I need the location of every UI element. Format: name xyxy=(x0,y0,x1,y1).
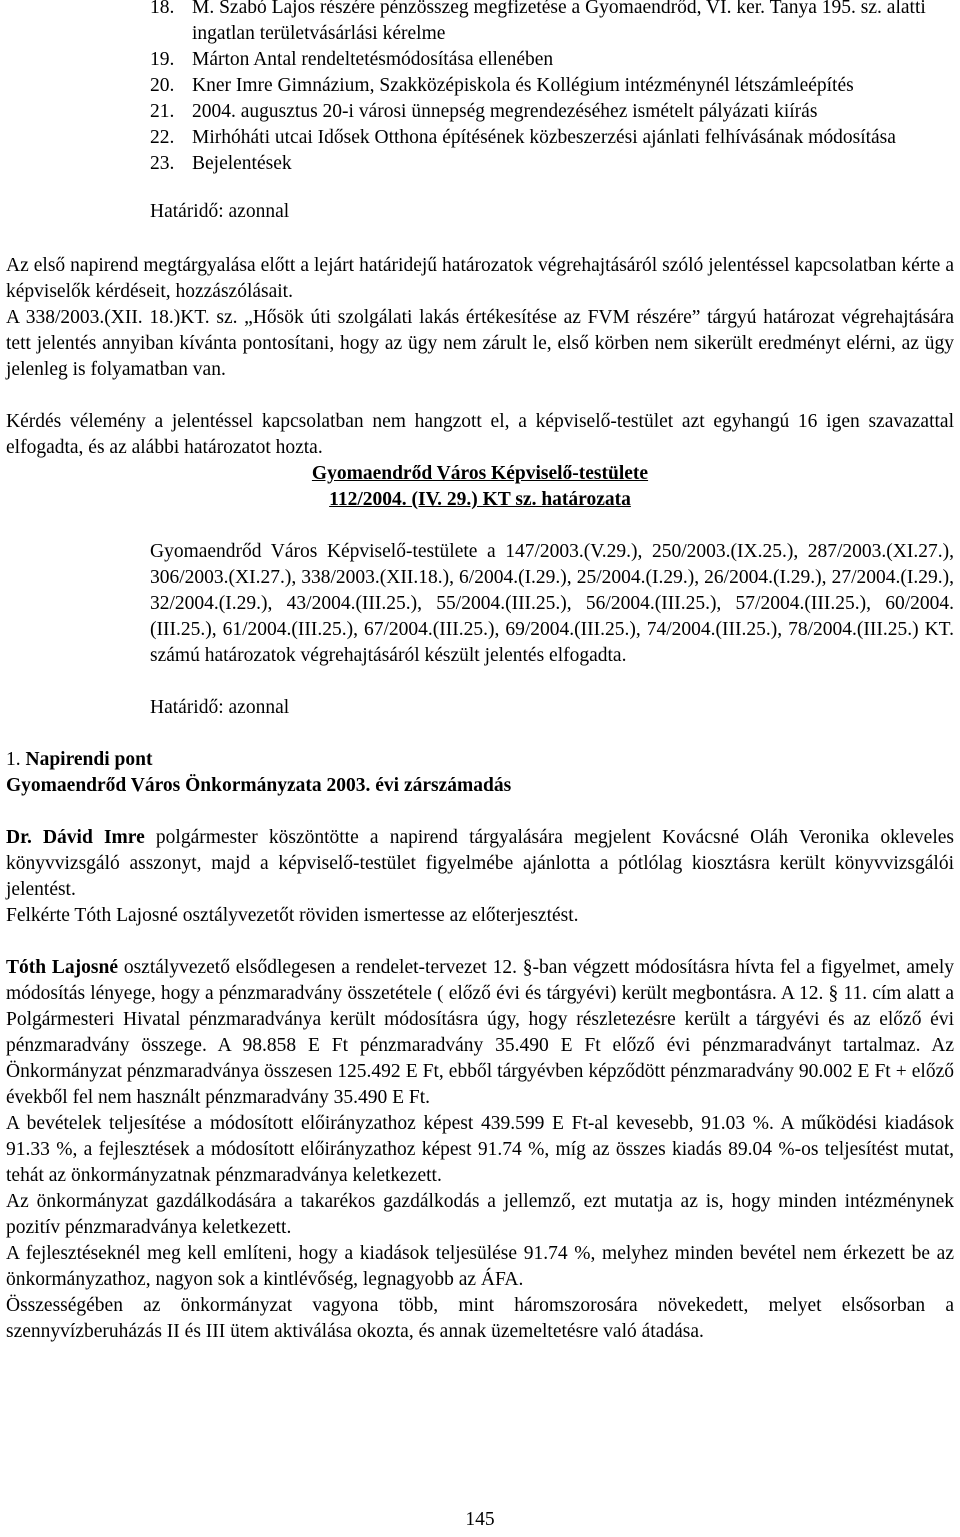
paragraph-vote: Kérdés vélemény a jelentéssel kapcsolatban nem hangzott el, a képviselő-testület azt egyhangú 16 igen szavazattal elfogadta, és az alábbi határozatot hozta. xyxy=(6,411,954,458)
speaker-name: Tóth Lajosné xyxy=(6,957,119,978)
agenda-item-number: 18. xyxy=(150,0,175,18)
speaker-text: polgármester köszöntötte a napirend tárgyalására megjelent Kovácsné Oláh Veronika okleveles könyvvizsgáló asszonyt, majd a képviselő-testület figyelmébe ajánlotta a pótlólag kiosztásra került könyvvizsgálói jelentést. xyxy=(6,827,954,900)
agenda-item xyxy=(6,99,954,125)
agenda-point-label: Napirendi pont xyxy=(25,749,153,770)
resolution-title: Gyomaendrőd Város Képviselő-testülete xyxy=(311,463,649,484)
deadline-text: Határidő: azonnal xyxy=(150,201,290,222)
agenda-item-number: 19. xyxy=(150,49,175,70)
agenda-item-number: 23. xyxy=(150,153,175,174)
resolution-number: 112/2004. (IV. 29.) KT sz. határozata xyxy=(329,489,631,510)
agenda-list xyxy=(6,0,954,177)
agenda-item-number: 20. xyxy=(150,75,175,96)
paragraph-revenue: A bevételek teljesítése a módosított előirányzathoz képest 439.599 E Ft-al kevesebb, 91.03 %. A működési kiadások 91.33 %, a fejlesztések a módosított előirányzathoz képest 91.74 %, míg az összes kiadás 89.04 %-os teljesítést mutat, tehát az önkormányzatnak pénzmaradványa keletkezett. xyxy=(6,1113,954,1186)
agenda-point-heading xyxy=(6,747,954,773)
agenda-item-text: 2004. augusztus 20-i városi ünnepség megrendezéséhez ismételt pályázati kiírás xyxy=(192,101,818,122)
agenda-item xyxy=(6,151,954,177)
agenda-item-text: Márton Antal rendeltetésmódosítása ellenében xyxy=(192,49,554,70)
paragraph-development: A fejlesztéseknél meg kell említeni, hogy a kiadások teljesülése 91.74 %, melyhez minden bevétel nem érkezett be az önkormányzathoz, nagyon sok a kintlévőség, legnagyobb az ÁFA. xyxy=(6,1243,954,1290)
agenda-item-number: 21. xyxy=(150,101,175,122)
agenda-item xyxy=(6,0,954,47)
agenda-point-title: Gyomaendrőd Város Önkormányzata 2003. évi zárszámadás xyxy=(6,775,512,796)
agenda-point-number: 1. xyxy=(6,749,21,770)
agenda-item xyxy=(6,47,954,73)
paragraph-request: Felkérte Tóth Lajosné osztályvezetőt röviden ismertesse az előterjesztést. xyxy=(6,905,579,926)
agenda-item-text: Bejelentések xyxy=(192,153,292,174)
agenda-item xyxy=(6,73,954,99)
paragraph-toth xyxy=(6,955,954,1111)
paragraph-management: Az önkormányzat gazdálkodására a takarékos gazdálkodás a jellemző, ezt mutatja az is, hogy minden intézménynek pozitív pénzmaradványa keletkezett. xyxy=(6,1191,954,1238)
resolution-deadline: Határidő: azonnal xyxy=(150,697,290,718)
paragraph-first-agenda: Az első napirend megtárgyalása előtt a lejárt határidejű határozatok végrehajtásáról szóló jelentéssel kapcsolatban kérte a képviselők kérdéseit, hozzászólásait. xyxy=(6,255,954,302)
paragraph-assets: Összességében az önkormányzat vagyona több, mint háromszorosára növekedett, melyet elsősorban a szennyvízberuházás II és III ütem aktiválása okozta, és annak üzemeltetésre való átadása. xyxy=(6,1295,954,1342)
document-page xyxy=(6,0,954,1345)
resolution-text: Gyomaendrőd Város Képviselő-testülete a 147/2003.(V.29.), 250/2003.(IX.25.), 287/2003.(XI.27.), 306/2003.(XI.27.), 338/2003.(XII.18.), 6/2004.(I.29.), 25/2004.(I.29.), 26/2004.(I.29.), 27/2004.(I.29.), 32/2004.(I.29.), 43/2004.(III.25.), 55/2004.(III.25.), 56/2004.(III.25.), 57/2004.(III.25.), 60/2004.(III.25.), 61/2004.(III.25.), 67/2004.(III.25.), 69/2004.(III.25.), 74/2004.(III.25.), 78/2004.(III.25.) KT. számú határozatok végrehajtásáról készült jelentés elfogadta. xyxy=(150,541,954,666)
agenda-item-text: M. Szabó Lajos részére pénzösszeg megfizetése a Gyomaendrőd, VI. ker. Tanya 195. sz. alatti ingatlan területvásárlási kérelme xyxy=(192,0,926,44)
agenda-item-text: Kner Imre Gimnázium, Szakközépiskola és Kollégium intézménynél létszámleépítés xyxy=(192,75,854,96)
paragraph-report-338: A 338/2003.(XII. 18.)KT. sz. „Hősök úti szolgálati lakás értékesítése az FVM részére” tárgyú határozat végrehajtására tett jelentés annyiban kívánta pontosítani, hogy az ügy nem zárult le, első körben nem sikerült eredményt elérni, az ügy jelenleg is folyamatban van. xyxy=(6,307,954,380)
agenda-item-text: Mirhóháti utcai Idősek Otthona építésének közbeszerzési ajánlati felhívásának módosítása xyxy=(192,127,896,148)
speaker-text: osztályvezető elsődlegesen a rendelet-tervezet 12. §-ban végzett módosításra hívta fel a figyelmet, amely módosítás lényege, hogy a pénzmaradvány összetétele ( előző évi és tárgyévi) került megbontásra. A 12. § 11. cím alatt a Polgármesteri Hivatal pénzmaradványa került módosításra úgy, hogy részletezésre került a tárgyévi és az előző évi pénzmaradvány összege. A 98.858 E Ft pénzmaradvány 35.490 E Ft előző évi pénzmaradványt tartalmaz. Az Önkormányzat pénzmaradványa összesen 125.492 E Ft, ebből tárgyévben képződött pénzmaradvány 90.002 E Ft + előző évekből fel nem használt pénzmaradvány 35.490 E Ft. xyxy=(6,957,954,1108)
page-number: 145 xyxy=(465,1509,495,1530)
paragraph-mayor xyxy=(6,825,954,903)
agenda-item-number: 22. xyxy=(150,127,175,148)
agenda-item xyxy=(6,125,954,151)
speaker-name: Dr. Dávid Imre xyxy=(6,827,145,848)
